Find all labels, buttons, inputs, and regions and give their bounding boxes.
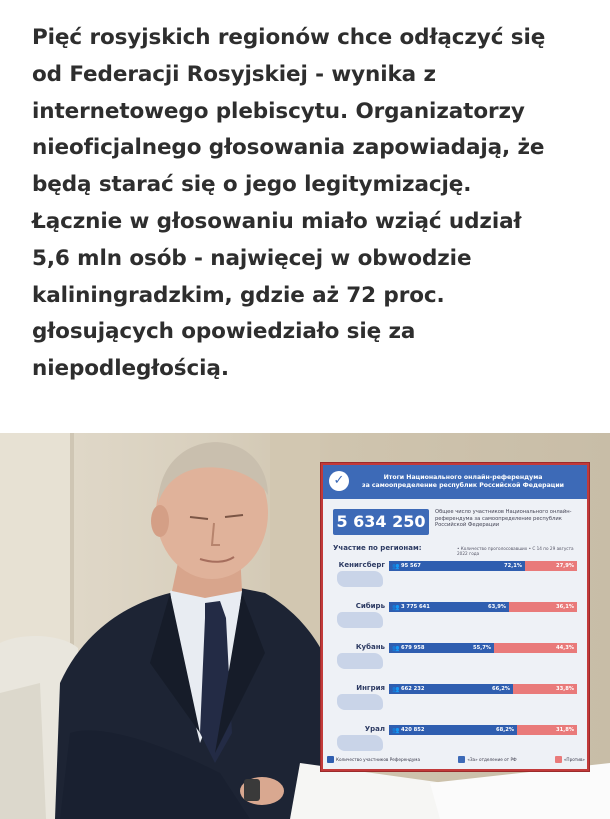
region-count: 662 232 <box>401 686 425 692</box>
legend-participants <box>327 756 420 763</box>
users-icon <box>327 756 334 763</box>
against-icon <box>555 756 562 763</box>
against-percent: 27,9% <box>556 563 574 569</box>
check-icon: ✓ <box>329 471 349 491</box>
article-line: 5,6 mln osób - najwięcej w obwodzie <box>32 245 472 271</box>
region-heading: Участие по регионам: <box>333 544 422 552</box>
region-name: Кенигсберг <box>338 561 385 569</box>
watch <box>244 779 260 801</box>
infographic-header <box>323 465 587 499</box>
against-percent: 31,8% <box>556 727 574 733</box>
article-line: niepodległością. <box>32 356 229 382</box>
region-row <box>329 682 585 712</box>
region-row <box>329 723 585 753</box>
infographic-legend <box>327 753 585 765</box>
article-line: Pięć rosyjskich regionów chce odłączyć się <box>32 25 546 50</box>
chair-side <box>0 683 46 819</box>
region-count: 3 775 641 <box>401 604 430 610</box>
against-percent: 44,3% <box>556 645 574 651</box>
for-percent: 63,9% <box>488 604 506 610</box>
legend-against-label: «Против» <box>563 756 585 762</box>
users-icon: 👥 <box>392 645 400 652</box>
region-name: Урал <box>364 725 385 733</box>
region-row <box>329 600 585 630</box>
for-icon <box>458 756 465 763</box>
bar-for-segment <box>389 561 525 571</box>
papers <box>430 763 610 819</box>
bar-for-segment <box>389 643 494 653</box>
region-row <box>329 559 585 589</box>
bar-against-segment <box>525 561 577 571</box>
ear <box>151 505 169 537</box>
bar-for-segment <box>389 684 513 694</box>
dates-note: • Количество проголосовавших • С 14 по 29 августа 2022 года <box>457 546 574 557</box>
total-description: Общее число участников Национального онлайн-референдума за самоопределение республик Российской Федерации <box>435 509 572 528</box>
for-percent: 68,2% <box>496 727 514 733</box>
users-icon: 👥 <box>392 563 400 570</box>
infographic-title-line: за самоопределение республик Российской Федерации <box>361 482 565 489</box>
bar-for-segment <box>389 602 509 612</box>
against-percent: 33,8% <box>556 686 574 692</box>
legend-for <box>458 756 516 763</box>
users-icon: 👥 <box>392 604 400 611</box>
region-map-icon <box>337 735 383 751</box>
article-line: głosujących opowiedziało się za <box>32 319 416 345</box>
region-row <box>329 641 585 671</box>
for-percent: 72,1% <box>504 563 522 569</box>
region-map-icon <box>337 571 383 587</box>
bar-for-segment <box>389 725 517 735</box>
article-line: internetowego plebiscytu. Organizatorzy <box>32 98 525 124</box>
region-count: 420 852 <box>401 727 425 733</box>
article-line: Łącznie w głosowaniu miało wziąć udział <box>32 208 522 234</box>
for-percent: 66,2% <box>492 686 510 692</box>
region-name: Кубань <box>355 643 385 651</box>
referendum-infographic <box>321 463 589 771</box>
article-text <box>32 20 592 388</box>
region-bar <box>389 643 577 653</box>
region-count: 95 567 <box>401 563 421 569</box>
region-map-icon <box>337 612 383 628</box>
bar-against-segment <box>513 684 577 694</box>
legend-for-label: «За» отделение от РФ <box>467 756 517 762</box>
region-name: Сибирь <box>355 602 385 610</box>
region-bar <box>389 684 577 694</box>
legend-against <box>555 756 585 763</box>
legend-participants-label: Количество участников Референдума <box>336 756 421 762</box>
infographic-title <box>353 474 573 490</box>
infographic-title-line: Итоги Национального онлайн-референдума <box>383 474 543 481</box>
region-bar <box>389 602 577 612</box>
users-icon: 👥 <box>392 686 400 693</box>
region-map-icon <box>337 653 383 669</box>
article-line: od Federacji Rosyjskiej - wynika z <box>32 61 436 87</box>
bar-against-segment <box>509 602 577 612</box>
article-line: będą starać się o jego legitymizację. <box>32 172 472 198</box>
region-map-icon <box>337 694 383 710</box>
against-percent: 36,1% <box>556 604 574 610</box>
article-line: kaliningradzkim, gdzie aż 72 proc. <box>32 282 445 308</box>
users-icon: 👥 <box>392 727 400 734</box>
region-bar <box>389 725 577 735</box>
region-name: Ингрия <box>356 684 385 692</box>
total-participants: 5 634 250 <box>333 509 429 535</box>
article-photo[interactable] <box>0 433 610 819</box>
bar-against-segment <box>517 725 577 735</box>
region-count: 679 958 <box>401 645 425 651</box>
region-bar <box>389 561 577 571</box>
for-percent: 55,7% <box>473 645 491 651</box>
bar-against-segment <box>494 643 577 653</box>
article-line: nieoficjalnego głosowania zapowiadają, że <box>32 135 545 161</box>
